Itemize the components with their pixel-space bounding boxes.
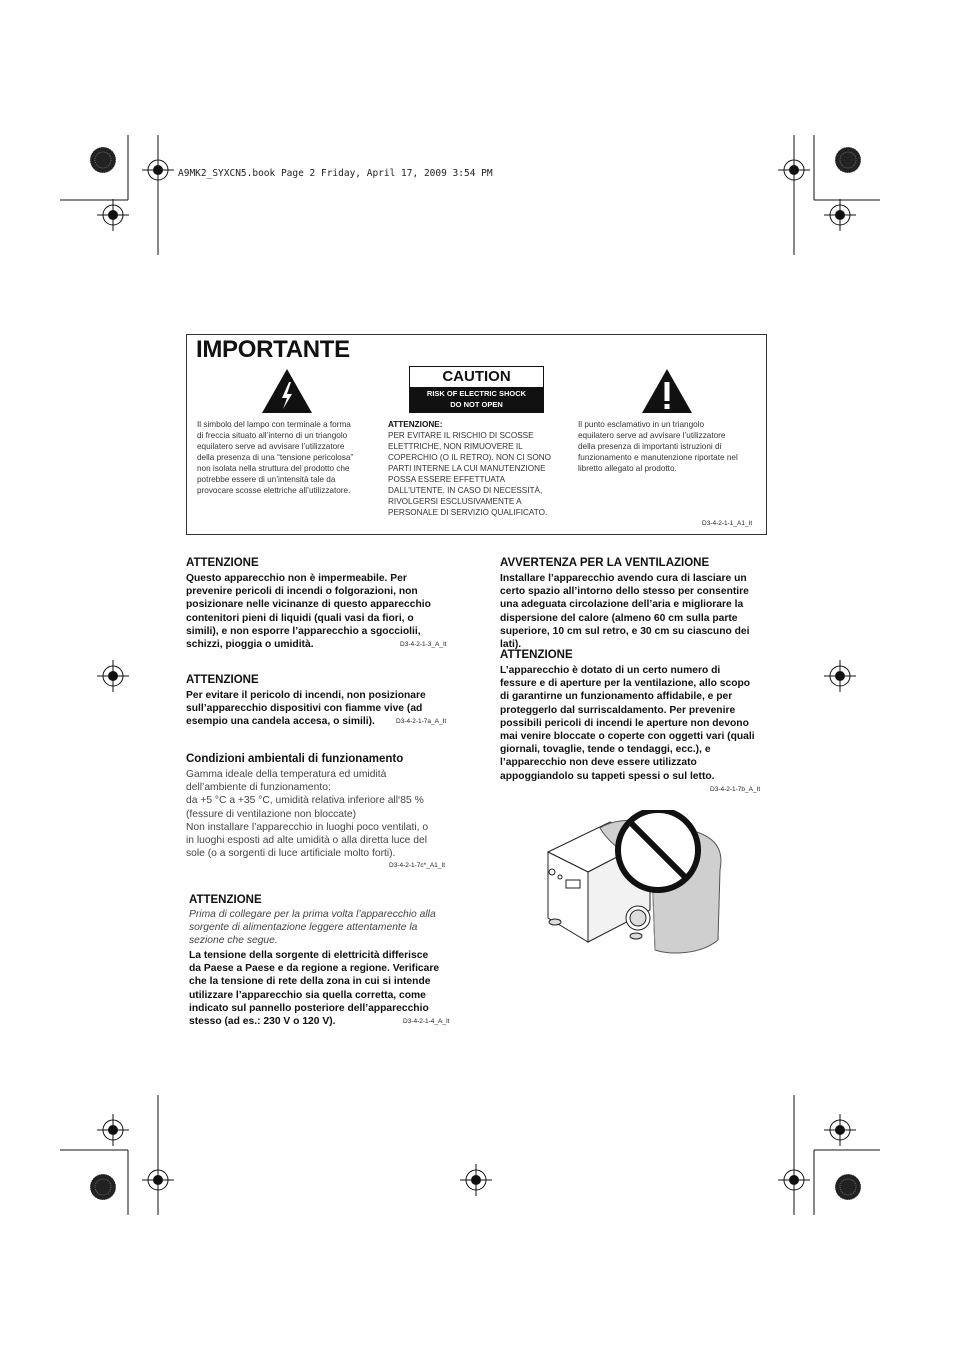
lightning-warning-icon bbox=[261, 368, 313, 414]
importante-code: D3-4-2-1-1_A1_It bbox=[702, 520, 753, 527]
caution-title: CAUTION bbox=[442, 368, 511, 385]
section-title: ATTENZIONE bbox=[186, 557, 259, 569]
lightning-symbol-text: Il simbolo del lampo con terminale a forma di freccia situato all’interno di un triangolo equilatero serve ad avvisare l’utilizzatore della presenza di una “tensione pericolosa” non isolata nella struttura del prodotto che potrebbe essere di un’intensità tale da provocare scosse elettriche all’utilizzatore. bbox=[197, 420, 354, 495]
caution-text: ATTENZIONE: PER EVITARE IL RISCHIO DI SCOSSE ELETTRICHE, NON RIMUOVERE IL COPERCHIO (O IL RETRO). NON CI SONO PARTI INTERNE LA CUI MANUTENZIONE POSSA ESSERE EFFETTUATA DALL’UTENTE. IN CASO DI NECESSITÀ, RIVOLGERSI ESCLUSIVAMENTE A PERSONALE DI SERVIZIO QUALIFICATO. bbox=[388, 420, 552, 517]
section-intro: Prima di collegare per la prima volta l’apparecchio alla sorgente di alimentazione leggere attentamente la sezione che segue. bbox=[189, 909, 436, 947]
caution-label bbox=[409, 366, 544, 413]
section-title: ATTENZIONE bbox=[189, 894, 262, 906]
ventilation-warning-illustration bbox=[540, 810, 740, 960]
section-title: ATTENZIONE bbox=[186, 674, 259, 686]
section-body: Gamma ideale della temperatura ed umidità dell’ambiente di funzionamento: da +5 °C a +35 °C, umidità relativa inferiore all‘85 % (fessure di ventilazione non bloccate) Non installare l’apparecchio in luoghi poco ventilati, o in luoghi esposti ad alte umidità o alla diretta luce del sole (o a sorgenti di luce artificiale molto forti). bbox=[186, 769, 429, 860]
section-code: D3-4-2-1-4_A_It bbox=[403, 1018, 450, 1025]
prohibition-icon bbox=[618, 810, 698, 890]
section-code: D3-4-2-1-7c*_A1_It bbox=[389, 862, 445, 869]
exclamation-symbol-text: Il punto esclamativo in un triangolo equilatero serve ad avvisare l’utilizzatore della presenza di importanti istruzioni di funzionamento e manutenzione riportate nel libretto allegato al prodotto. bbox=[578, 420, 738, 473]
section-title: AVVERTENZA PER LA VENTILAZIONE bbox=[500, 557, 710, 569]
exclamation-warning-icon bbox=[641, 368, 693, 414]
section-title: Condizioni ambientali di funzionamento bbox=[186, 753, 404, 765]
caution-subtitle: RISK OF ELECTRIC SHOCK DO NOT OPEN bbox=[410, 387, 543, 412]
section-body: L’apparecchio è dotato di un certo numero di fessure e di aperture per la ventilazione, allo scopo di garantirne un funzionamento affidabile, e per proteggerlo dal surriscaldamento. Per prevenire possibili pericoli di incendi le aperture non devono mai venire bloccate o coperte con oggetti vari (quali giornali, tovaglie, tende o tendaggi, ecc.), e l’apparecchio non deve essere utilizzato appoggiandolo su tappeti spessi o sul letto. bbox=[500, 665, 755, 782]
importante-title: IMPORTANTE bbox=[196, 336, 350, 363]
section-code: D3-4-2-1-3_A_It bbox=[400, 641, 447, 648]
section-code: D3-4-2-1-7a_A_It bbox=[396, 718, 447, 725]
section-body: Per evitare il pericolo di incendi, non posizionare sull’apparecchio dispositivi con fiamme vive (ad esempio una candela accesa, o simili). bbox=[186, 690, 426, 728]
section-code: D3-4-2-1-7b_A_It bbox=[710, 786, 761, 793]
section-title: ATTENZIONE bbox=[500, 649, 573, 661]
section-body: Installare l’apparecchio avendo cura di lasciare un certo spazio all’intorno dello stesso per consentire una adeguata circolazione dell’aria e migliorare la dispersione del calore (almeno 60 cm sulla parte superiore, 10 cm sul retro, e 30 cm su ciascuno dei lati). bbox=[500, 573, 750, 651]
file-info-header: A9MK2_SYXCN5.book Page 2 Friday, April 17, 2009 3:54 PM bbox=[178, 168, 493, 179]
section-body: La tensione della sorgente di elettricità differisce da Paese a Paese e da regione a regione. Verificare che la tensione di rete della zona in cui si intende utilizzare l’apparecchio sia quella corretta, come indicato sul pannello posteriore dell’apparecchio stesso (ad es.: 230 V o 120 V). bbox=[189, 950, 440, 1028]
section-body: Questo apparecchio non è impermeabile. Per prevenire pericoli di incendi o folgorazioni, non posizionare nelle vicinanze di questo apparecchio contenitori pieni di liquidi (quali vasi da fiori, o simili), e non esporre l’apparecchio a sgocciolii, schizzi, pioggia o umidità. bbox=[186, 573, 431, 651]
